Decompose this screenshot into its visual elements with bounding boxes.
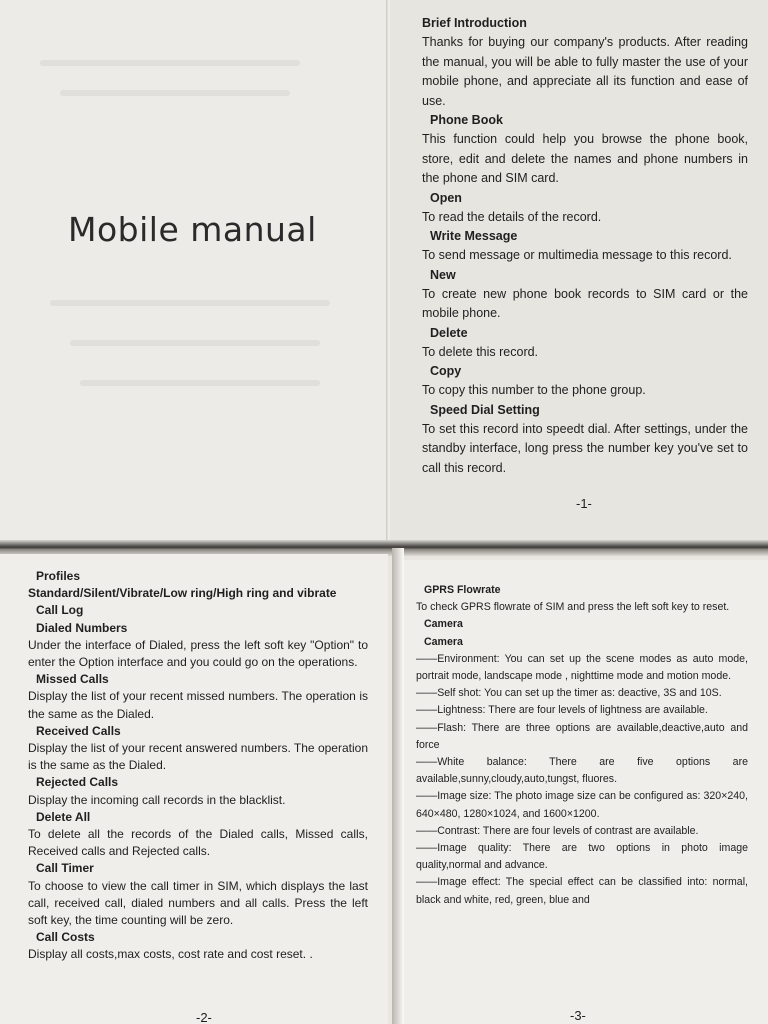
white-balance-text: ——White balance: There are five options are available,sunny,cloudy,auto,tungst, fluores. (416, 756, 748, 786)
dialed-numbers-heading: Dialed Numbers (36, 620, 128, 635)
manual-title: Mobile manual (68, 210, 317, 249)
gprs-flowrate-text: To check GPRS flowrate of SIM and press the left soft key to reset. (416, 601, 730, 614)
image-quality-text: ——Image quality: There are two options in photo image quality,normal and advance. (416, 842, 748, 872)
contrast-text: ——Contrast: There are four levels of contrast are available. (416, 824, 699, 837)
image-effect-text: ——Image effect: The special effect can be classified into: normal, black and white, red, green, blue and (416, 876, 748, 906)
brief-introduction-heading: Brief Introduction (422, 16, 527, 30)
write-message-text: To send message or multimedia message to this record. (422, 248, 732, 262)
open-heading: Open (430, 190, 462, 205)
page-number: -1- (576, 496, 592, 511)
received-calls-text: Display the list of your recent answered numbers. The operation is the same as the Dialed. (28, 741, 368, 773)
phone-book-text: This function could help you browse the phone book, store, edit and delete the names and phone numbers in the phone and SIM card. (422, 132, 748, 185)
delete-all-text: To delete all the records of the Dialed calls, Missed calls, Received calls and Rejected calls. (28, 827, 368, 859)
speed-dial-text: To set this record into speedt dial. After settings, under the standby interface, long press the number key you've set to call this record. (422, 421, 748, 475)
copy-heading: Copy (430, 364, 462, 378)
profiles-heading: Profiles (36, 569, 81, 583)
write-message-heading: Write Message (430, 229, 518, 243)
manual-page-2 (0, 554, 388, 1024)
camera-subheading: Camera (424, 635, 463, 648)
manual-page-1 (390, 0, 768, 548)
call-log-heading: Call Log (36, 603, 84, 618)
camera-heading: Camera (424, 618, 463, 631)
profiles-modes: Standard/Silent/Vibrate/Low ring/High ring and vibrate (28, 586, 337, 601)
environment-text: ——Environment: You can set up the scene modes as auto mode, portrait mode, landscape mode , nighttime mode and motion mode. (416, 652, 748, 683)
flash-text: ——Flash: There are three options are available,deactive,auto and force (416, 721, 748, 751)
open-text: To read the details of the record. (422, 209, 602, 224)
page-number: -2- (196, 1010, 212, 1024)
rejected-calls-heading: Rejected Calls (36, 775, 119, 790)
image-size-text: ——Image size: The photo image size can be configured as: 320×240, 640×480, 1280×1024, and 1600×1200. (416, 790, 748, 820)
manual-page-3 (404, 560, 768, 1024)
gprs-flowrate-heading: GPRS Flowrate (424, 584, 501, 596)
call-costs-text: Display all costs,max costs, cost rate and cost reset. . (28, 947, 313, 962)
delete-text: To delete this record. (422, 344, 539, 359)
missed-calls-heading: Missed Calls (36, 672, 109, 687)
brief-introduction-text: Thanks for buying our company's products. After reading the manual, you will be able to fully master the use of your mobile phone, and appreciate all its function and ease of use. (422, 35, 748, 108)
phone-book-heading: Phone Book (430, 113, 503, 127)
speed-dial-heading: Speed Dial Setting (430, 402, 540, 417)
copy-text: To copy this number to the phone group. (422, 383, 646, 397)
call-costs-heading: Call Costs (36, 930, 95, 945)
call-timer-text: To choose to view the call timer in SIM, which displays the last call, received call, dialed numbers and all calls. Press the left soft key, the time counting will be zero. (28, 878, 368, 928)
call-timer-heading: Call Timer (36, 861, 94, 876)
self-shot-text: ——Self shot: You can set up the timer as: deactive, 3S and 10S. (416, 687, 722, 700)
cover-page (0, 0, 388, 548)
dialed-numbers-text: Under the interface of Dialed, press the left soft key "Option" to enter the Option interface and you could go on the operations. (28, 637, 368, 670)
lower-gutter (392, 548, 404, 1024)
lightness-text: ——Lightness: There are four levels of lightness are available. (416, 704, 708, 717)
received-calls-heading: Received Calls (36, 723, 121, 738)
missed-calls-text: Display the list of your recent missed numbers. The operation is the same as the Dialed. (28, 689, 368, 721)
delete-all-heading: Delete All (36, 809, 91, 824)
new-text: To create new phone book records to SIM card or the mobile phone. (422, 286, 748, 320)
page-number: -3- (570, 1008, 586, 1023)
delete-heading: Delete (430, 325, 468, 340)
new-heading: New (430, 267, 456, 282)
rejected-calls-text: Display the incoming call records in the blacklist. (28, 792, 286, 807)
